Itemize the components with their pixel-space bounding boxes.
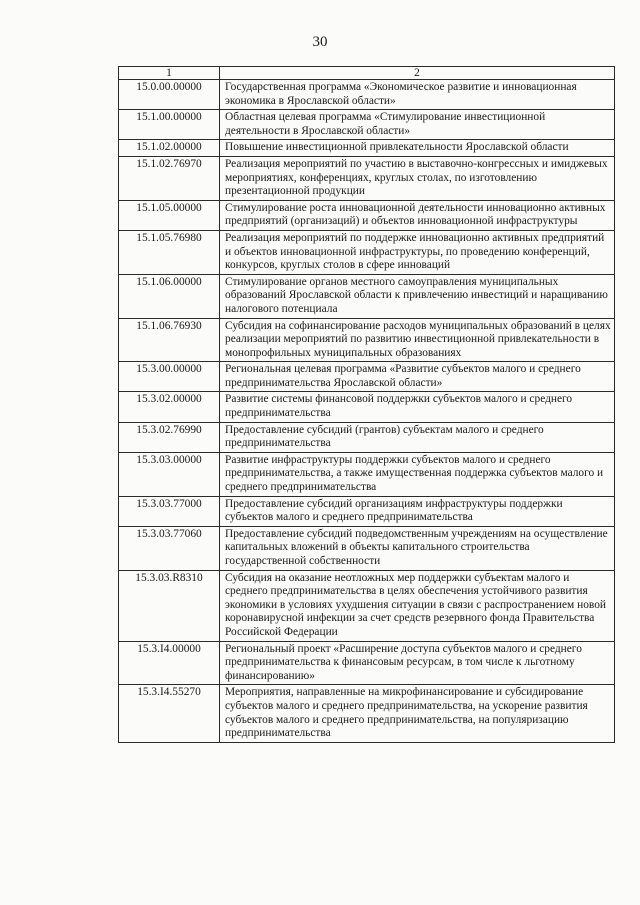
row-code: 15.3.00.00000 [119, 362, 220, 392]
row-code: 15.1.05.00000 [119, 200, 220, 230]
page-number: 30 [312, 34, 328, 50]
row-text: Предоставление субсидий (грантов) субъектам малого и среднего предпринимательства [220, 422, 615, 452]
row-code: 15.1.05.76980 [119, 230, 220, 274]
row-code: 15.1.02.00000 [119, 140, 220, 157]
row-text: Развитие системы финансовой поддержки субъектов малого и среднего предпринимательства [220, 392, 615, 422]
row-code: 15.1.02.76970 [119, 156, 220, 200]
table-row [119, 230, 615, 274]
row-text: Субсидия на софинансирование расходов муниципальных образований в целях реализации мероприятий по развитию инвестиционной привлекательности в монопрофильных муниципальных образованиях [220, 318, 615, 362]
table-row [119, 422, 615, 452]
table-row [119, 526, 615, 570]
row-text: Субсидия на оказание неотложных мер поддержки субъектам малого и среднего предпринимательства в целях обеспечения устойчивого развития экономики в условиях ухудшения ситуации в связи с распространением новой коронавирусной инфекции за счет средств резервного фонда Правительства Российской Федерации [220, 570, 615, 641]
table-row [119, 80, 615, 110]
row-code: 15.3.02.00000 [119, 392, 220, 422]
table-header-row [119, 67, 615, 80]
row-code: 15.1.00.00000 [119, 110, 220, 140]
table-row [119, 362, 615, 392]
row-code: 15.3.03.00000 [119, 452, 220, 496]
row-text: Предоставление субсидий подведомственным учреждениям на осуществление капитальных вложений в объекты капитального строительства государственной собственности [220, 526, 615, 570]
table-row [119, 641, 615, 685]
row-text: Реализация мероприятий по участию в выставочно-конгрессных и имиджевых мероприятиях, конференциях, круглых столах, по изготовлению презентационной продукции [220, 156, 615, 200]
table-row [119, 452, 615, 496]
table-row [119, 318, 615, 362]
row-text: Областная целевая программа «Стимулирование инвестиционной деятельности в Ярославской области» [220, 110, 615, 140]
row-code: 15.1.06.76930 [119, 318, 220, 362]
row-code: 15.3.03.R8310 [119, 570, 220, 641]
row-text: Региональная целевая программа «Развитие субъектов малого и среднего предпринимательства Ярославской области» [220, 362, 615, 392]
row-text: Предоставление субсидий организациям инфраструктуры поддержки субъектов малого и среднего предпринимательства [220, 496, 615, 526]
column-header-name: 2 [220, 67, 615, 80]
row-code: 15.3.I4.00000 [119, 641, 220, 685]
row-code: 15.3.02.76990 [119, 422, 220, 452]
row-text: Мероприятия, направленные на микрофинансирование и субсидирование субъектов малого и среднего предпринимательства, на ускорение развития субъектов малого и среднего предпринимательства, на популяризацию предпринимательства [220, 685, 615, 742]
row-code: 15.0.00.00000 [119, 80, 220, 110]
row-code: 15.1.06.00000 [119, 274, 220, 318]
row-text: Стимулирование роста инновационной деятельности инновационно активных предприятий (организаций) и объектов инновационной инфраструктуры [220, 200, 615, 230]
table-row [119, 570, 615, 641]
table-row [119, 685, 615, 742]
row-text: Развитие инфраструктуры поддержки субъектов малого и среднего предпринимательства, а также имущественная поддержка субъектов малого и среднего предпринимательства [220, 452, 615, 496]
table-row [119, 392, 615, 422]
table-row [119, 156, 615, 200]
row-code: 15.3.I4.55270 [119, 685, 220, 742]
row-text: Повышение инвестиционной привлекательности Ярославской области [220, 140, 615, 157]
budget-classification-table [118, 66, 615, 743]
row-text: Стимулирование органов местного самоуправления муниципальных образований Ярославской области к привлечению инвестиций и наращиванию налогового потенциала [220, 274, 615, 318]
table-row [119, 200, 615, 230]
row-code: 15.3.03.77000 [119, 496, 220, 526]
table-row [119, 496, 615, 526]
row-code: 15.3.03.77060 [119, 526, 220, 570]
table-row [119, 274, 615, 318]
table-row [119, 110, 615, 140]
row-text: Государственная программа «Экономическое развитие и инновационная экономика в Ярославской области» [220, 80, 615, 110]
column-header-code: 1 [119, 67, 220, 80]
row-text: Региональный проект «Расширение доступа субъектов малого и среднего предпринимательства к финансовым ресурсам, в том числе к льготному финансированию» [220, 641, 615, 685]
row-text: Реализация мероприятий по поддержке инновационно активных предприятий и объектов инновационной инфраструктуры, по проведению конференций, конкурсов, круглых столов в сфере инноваций [220, 230, 615, 274]
table-row [119, 140, 615, 157]
